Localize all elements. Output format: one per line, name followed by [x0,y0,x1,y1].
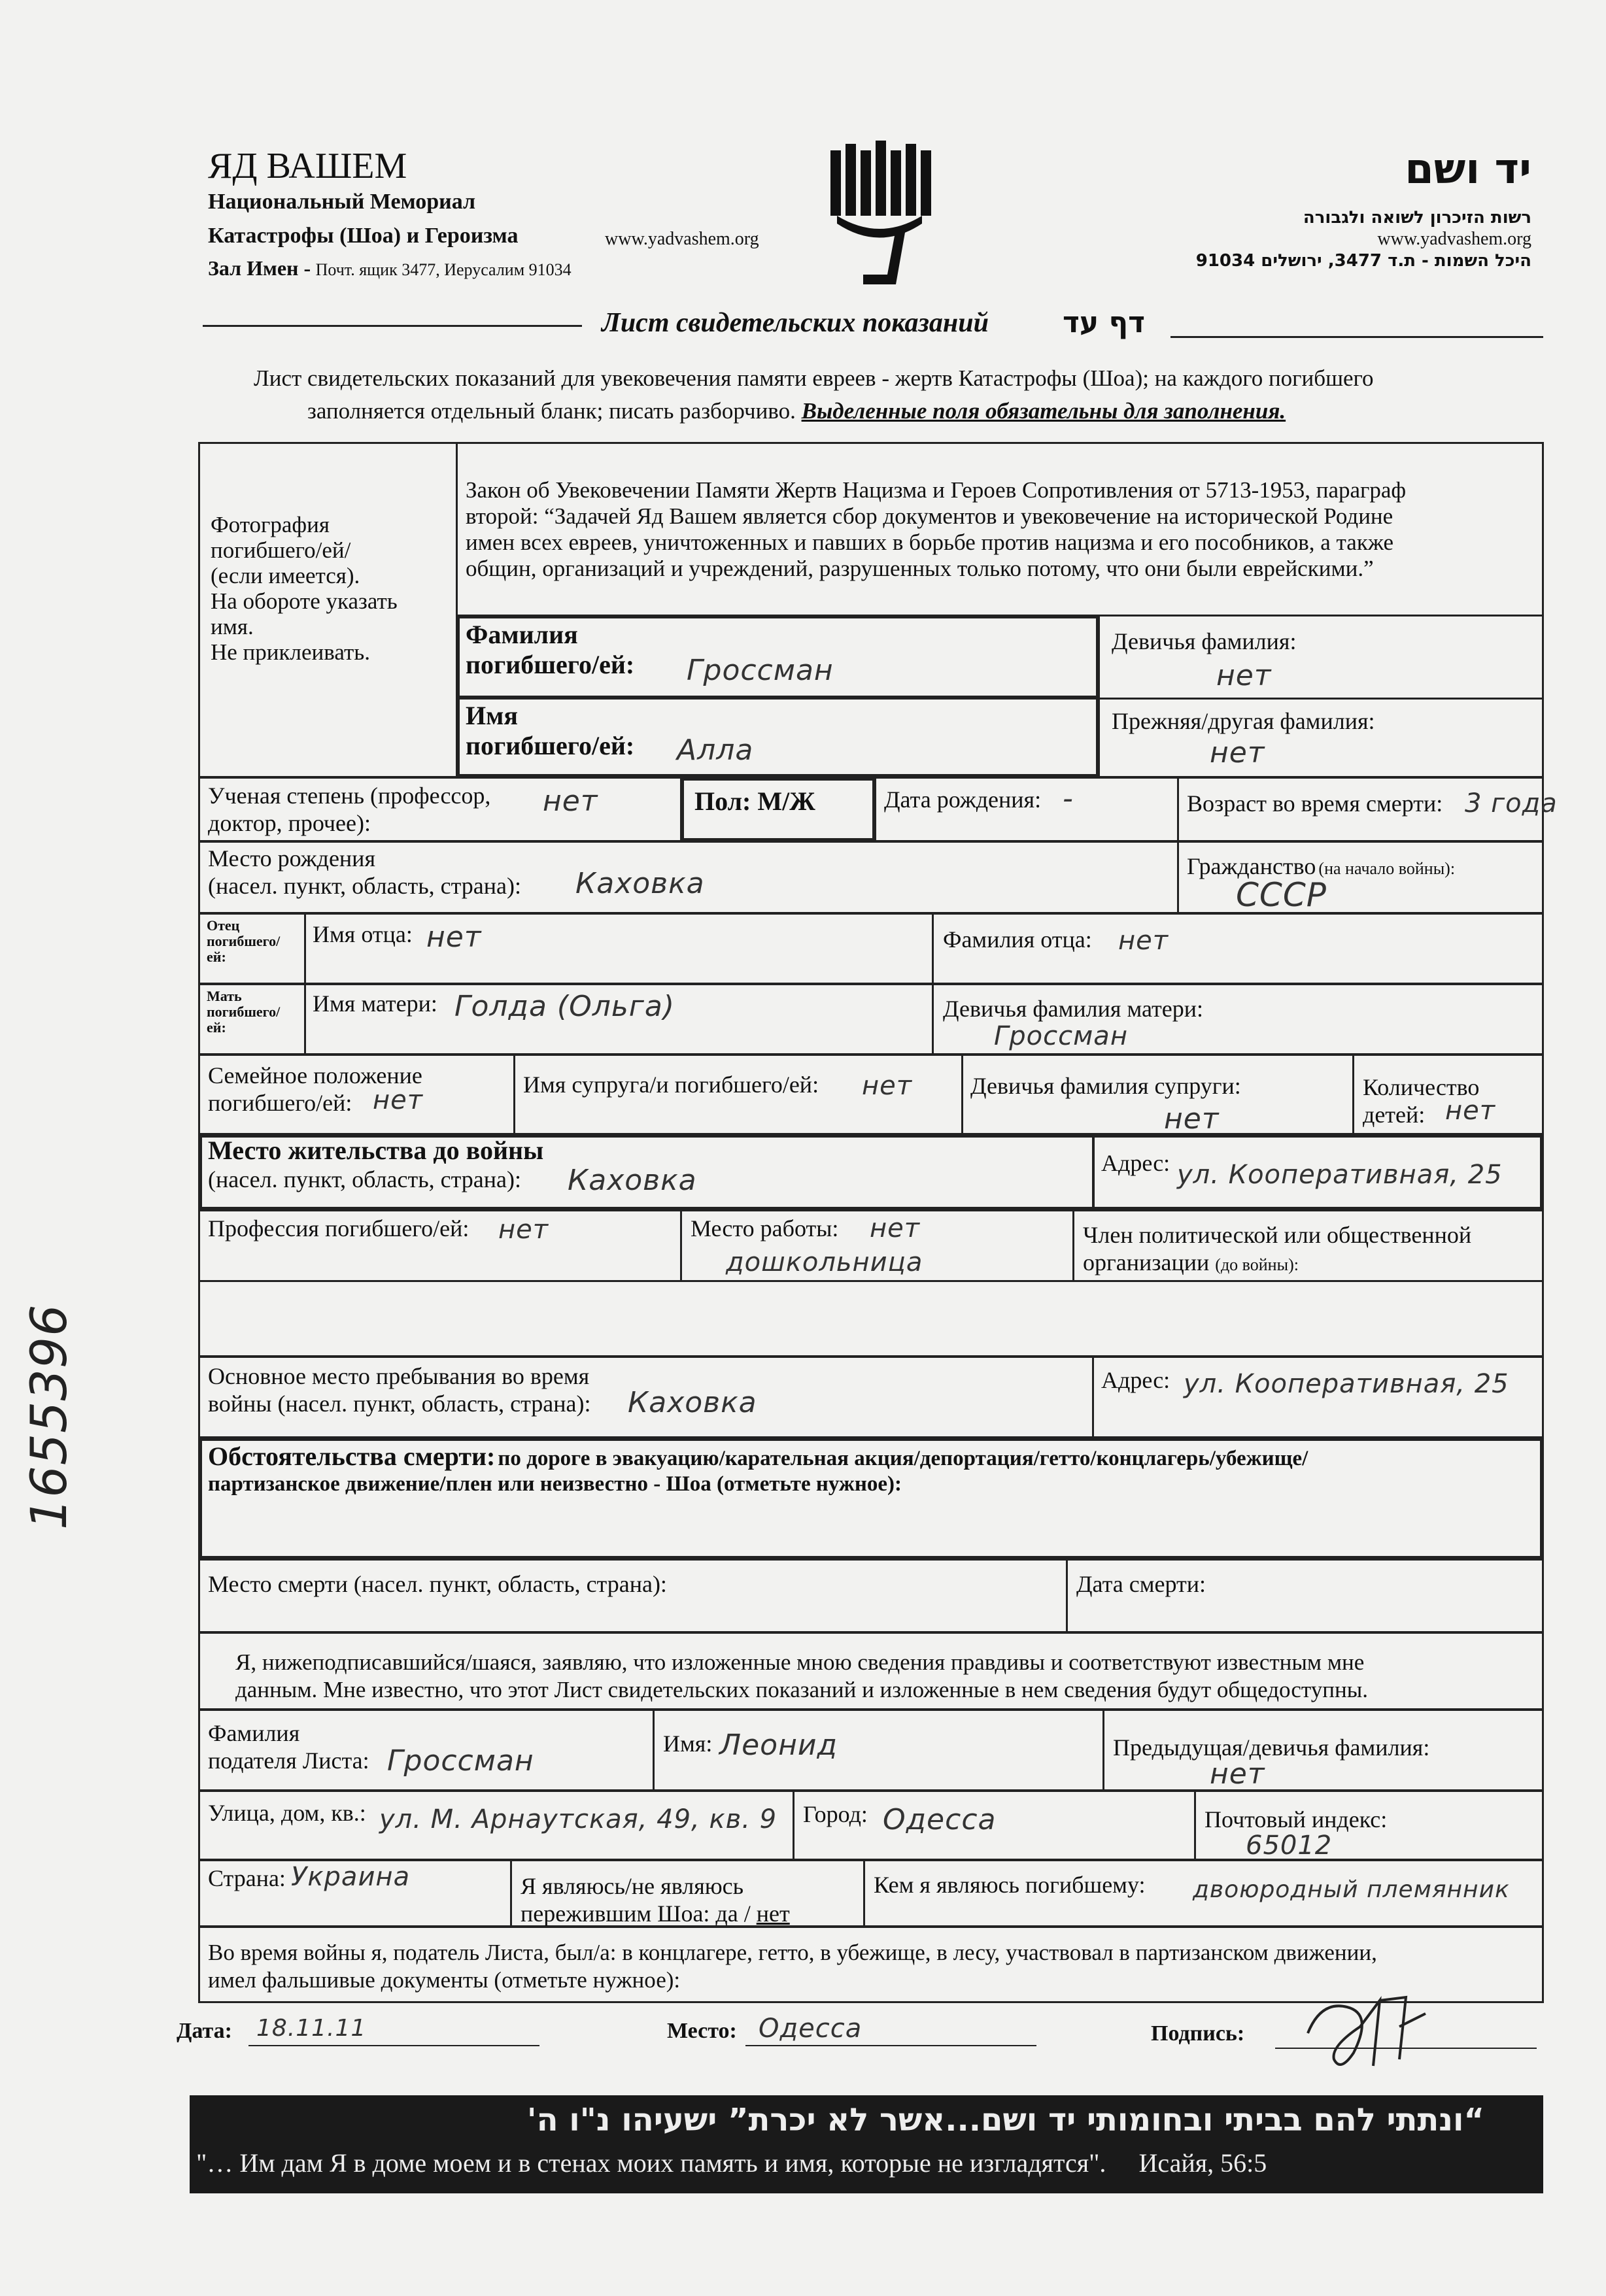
degree-label-1: Ученая степень (профессор, [208,783,491,809]
wartime-place-value[interactable]: Каховка [628,1386,757,1419]
survivor-label-2: пережившим Шоа: да / [521,1900,751,1927]
submitter-name-value[interactable]: Леонид [719,1729,838,1762]
submitter-war-text [208,1939,1377,1994]
date-value[interactable]: 18.11.11 [256,2015,367,2042]
victim-maiden-label: Девичья фамилия: [1112,628,1297,654]
submitter-zip-label: Почтовый индекс: [1204,1806,1388,1832]
spouse-maiden-value[interactable]: нет [1164,1102,1220,1136]
photo-box[interactable] [211,512,398,665]
intro-text: заполняется отдельный бланк; писать разборчиво. [307,398,796,424]
submitter-war-line2: имел фальшивые документы (отметьте нужное): [208,1967,681,1993]
workplace-label: Место работы: [691,1215,839,1241]
wartime-address-label: Адрес: [1101,1367,1170,1393]
victim-surname-value: Гроссман [687,654,834,687]
declaration-text [235,1649,1368,1704]
header-ru-hall: Зал Имен - [208,256,311,280]
footer-ru-ref: Исайя, 56:5 [1138,2148,1267,2178]
mother-maiden-label: Девичья фамилия матери: [943,996,1204,1022]
prewar-address-label: Адрес: [1101,1150,1170,1176]
member-label-2: организации [1083,1249,1210,1275]
submitter-name-label: Имя: [663,1730,713,1757]
footer-quote-band [190,2095,1543,2193]
birthplace-label-1: Место рождения [208,845,376,871]
survivor-field[interactable] [521,1872,790,1927]
photo-line3: (если имеется). [211,563,360,588]
header-website-left: www.yadvashem.org [605,229,759,249]
death-circ-label: Обстоятельства смерти: [208,1442,496,1471]
father-side-label-2: погибшего/ [207,933,281,949]
prewar-residence-label-2: (насел. пункт, область, страна): [208,1166,522,1192]
wartime-place-label-2: войны (насел. пункт, область, страна): [208,1391,591,1417]
submitter-surname-label-2: подателя Листа: [208,1747,369,1774]
prewar-residence-value[interactable]: Каховка [568,1164,697,1197]
law-line2: второй: “Задачей Яд Вашем является сбор документов и увековечение на исторической Родине [466,503,1393,529]
father-side-label [207,918,280,965]
member-note: (до войны): [1215,1255,1299,1274]
photo-line5: имя. [211,614,254,639]
mother-maiden-value[interactable]: Гроссман [994,1021,1128,1051]
intro-line2 [307,397,1286,425]
declaration-line2: данным. Мне известно, что этот Лист свидетельских показаний и изложенные в нем сведения будут общедоступны. [235,1677,1368,1702]
submitter-prev-label: Предыдущая/девичья фамилия: [1113,1734,1430,1761]
father-surname-value[interactable]: нет [1118,926,1169,956]
header-website-right: www.yadvashem.org [1377,229,1531,249]
victim-surname-label-2: погибшего/ей: [466,650,635,679]
relation-value[interactable]: двоюродный племянник [1193,1876,1510,1903]
victim-name-label [466,701,634,761]
profession-label: Профессия погибшего/ей: [208,1215,470,1241]
submitter-street-value[interactable]: ул. М. Арнаутская, 49, кв. 9 [379,1804,777,1834]
age-value[interactable]: 3 года [1465,788,1558,819]
law-line4: общин, организаций и учреждений, разрушенных только потому, что они были еврейскими.” [466,556,1374,581]
mother-side-label-1: Мать [207,988,242,1004]
submitter-country-value[interactable]: Украина [291,1862,411,1892]
margin-note: 1655396 [20,1304,78,1530]
header-ru-line2: Катастрофы (Шоа) и Героизма [208,224,519,248]
law-text [466,477,1406,582]
signature-label: Подпись: [1151,2021,1245,2046]
submitter-surname-label [208,1719,369,1774]
victim-other-surname-value: нет [1210,736,1265,769]
header-ru-address: Почт. ящик 3477, Иерусалим 91034 [315,260,572,279]
sex-label: Пол: М/Ж [694,786,815,816]
survivor-label-1: Я являюсь/не являюсь [521,1873,744,1899]
place-label: Место: [667,2019,737,2043]
birthplace-label-2: (насел. пункт, область, страна): [208,873,522,899]
dob-label: Дата рождения: [884,786,1042,813]
birthplace-value[interactable]: Каховка [575,867,705,900]
dob-value[interactable]: - [1063,782,1074,815]
victim-other-surname-label: Прежняя/другая фамилия: [1112,708,1375,734]
spouse-name-label: Имя супруга/и погибшего/ей: [523,1072,819,1098]
photo-line6: Не приклеивать. [211,639,370,665]
declaration-line1: Я, нижеподписавшийся/шаяся, заявляю, что изложенные мною сведения правдивы и соответствуют известным мне [235,1649,1365,1675]
signature-mark[interactable] [1301,1987,1432,2079]
footer-ru-quote: "… Им дам Я в доме моем и в стенах моих память и имя, которые не изгладятся". [196,2148,1106,2178]
mother-side-label [207,988,280,1036]
children-label-2: детей: [1363,1102,1426,1128]
place-value[interactable]: Одесса [759,2014,863,2044]
marital-label-2: погибшего/ей: [208,1090,352,1116]
intro-required-note: Выделенные поля обязательны для заполнения. [801,398,1286,424]
submitter-surname-value[interactable]: Гроссман [387,1744,534,1778]
mother-side-label-2: погибшего/ [207,1004,281,1020]
birthplace-label [208,845,521,900]
relation-label: Кем я являюсь погибшему: [874,1872,1146,1898]
survivor-no: нет [756,1900,790,1927]
mother-name-label: Имя матери: [313,990,437,1017]
header-ru-hall-line [208,256,572,280]
death-circ-options-1: по дороге в эвакуацию/карательная акция/депортация/гетто/концлагерь/убежище/ [498,1447,1308,1470]
marital-label-1: Семейное положение [208,1062,422,1089]
submitter-zip-value[interactable]: 65012 [1246,1831,1333,1861]
degree-label [208,782,490,837]
father-name-label: Имя отца: [313,921,413,947]
spouse-name-value[interactable]: нет [862,1071,913,1101]
father-surname-label: Фамилия отца: [943,926,1092,953]
photo-line1: Фотография [211,512,330,537]
yad-vashem-logo-icon [824,137,935,288]
wartime-address-value[interactable]: ул. Кооперативная, 25 [1184,1369,1509,1399]
submitter-city-value[interactable]: Одесса [883,1803,997,1836]
children-label-1: Количество [1363,1074,1480,1100]
father-name-value[interactable]: нет [426,920,482,954]
death-date-label: Дата смерти: [1076,1571,1206,1597]
submitter-surname-label-1: Фамилия [208,1720,300,1746]
victim-surname-label-1: Фамилия [466,620,578,649]
member-blank-line[interactable] [198,1283,1544,1355]
victim-name-value: Алла [677,734,754,767]
member-label-1: Член политической или общественной [1083,1222,1472,1248]
citizenship-label: Гражданство [1187,853,1316,879]
header-he-address: היכל השמות - ת.ד 3477, ירושלים 91034 [1195,251,1531,271]
date-label: Дата: [177,2019,232,2043]
profession-value[interactable]: нет [498,1215,549,1245]
mother-name-value[interactable]: Голда (Ольга) [454,990,675,1023]
children-value[interactable]: нет [1445,1096,1496,1126]
photo-line4: На обороте указать [211,588,398,614]
mother-side-label-3: ей: [207,1019,226,1036]
header-ru-title: ЯД ВАШЕМ [208,146,407,186]
law-line3: имен всех евреев, уничтоженных и павших в борьбе против нацизма и его пособников, а также [466,530,1394,555]
wartime-place-label-1: Основное место пребывания во время [208,1363,590,1389]
marital-value[interactable]: нет [373,1085,424,1115]
form-title-ru: Лист свидетельских показаний [602,308,989,338]
submitter-country-label: Страна: [208,1865,286,1891]
submitter-war-line1: Во время войны я, податель Листа, был/а: в концлагере, гетто, в убежище, в лесу, участвовал в партизанском движении, [208,1940,1377,1965]
workplace-value-2[interactable]: дошкольница [726,1247,923,1277]
submitter-prev-value[interactable]: нет [1210,1757,1265,1791]
workplace-value-1[interactable]: нет [870,1213,921,1243]
wartime-place-label [208,1362,591,1417]
prewar-residence-label-1: Место жительства до войны [208,1136,544,1165]
header-he-line1: רשות הזיכרון לשואה ולגבורה [1303,208,1531,228]
spouse-maiden-label: Девичья фамилия супруги: [970,1073,1241,1099]
prewar-address-value[interactable]: ул. Кооперативная, 25 [1177,1160,1503,1190]
footer-ru-line [196,2148,1267,2178]
submitter-street-label: Улица, дом, кв.: [208,1800,366,1826]
death-place-label: Место смерти (насел. пункт, область, страна): [208,1571,667,1597]
victim-name-label-2: погибшего/ей: [466,731,635,760]
victim-maiden-value: нет [1216,659,1272,692]
citizenship-value[interactable]: СССР [1236,876,1327,914]
degree-label-2: доктор, прочее): [208,810,371,836]
citizenship-note: (на начало войны): [1318,859,1456,878]
intro-line1: Лист свидетельских показаний для увековечения памяти евреев - жертв Катастрофы (Шоа); на каждого погибшего [254,365,1374,391]
header-he-title: יד ושם [1405,145,1531,194]
prewar-residence-label [208,1135,543,1193]
death-circ-options-2: партизанское движение/плен или неизвестно - Шоа (отметьте нужное): [208,1472,902,1496]
header-ru-line1: Национальный Мемориал [208,190,476,214]
father-side-label-1: Отец [207,917,240,934]
form-title-he: דף עד [1063,306,1146,339]
age-label: Возраст во время смерти: [1187,790,1443,817]
victim-name-label-1: Имя [466,701,518,730]
degree-value[interactable]: нет [543,785,598,818]
submitter-city-label: Город: [803,1801,868,1827]
footer-he-quote: “ונתתי להם בביתי ובחומותי יד ושם...אשר לא יכרת” ישעיהו נ"ו ה' [526,2102,1484,2138]
father-side-label-3: ей: [207,949,226,965]
death-circ-line1 [208,1441,1308,1472]
photo-line2: погибшего/ей/ [211,537,351,563]
victim-surname-label [466,620,634,680]
member-label [1083,1221,1471,1279]
law-line1: Закон об Увековечении Памяти Жертв Нацизма и Героев Сопротивления от 5713-1953, параграф [466,477,1407,503]
